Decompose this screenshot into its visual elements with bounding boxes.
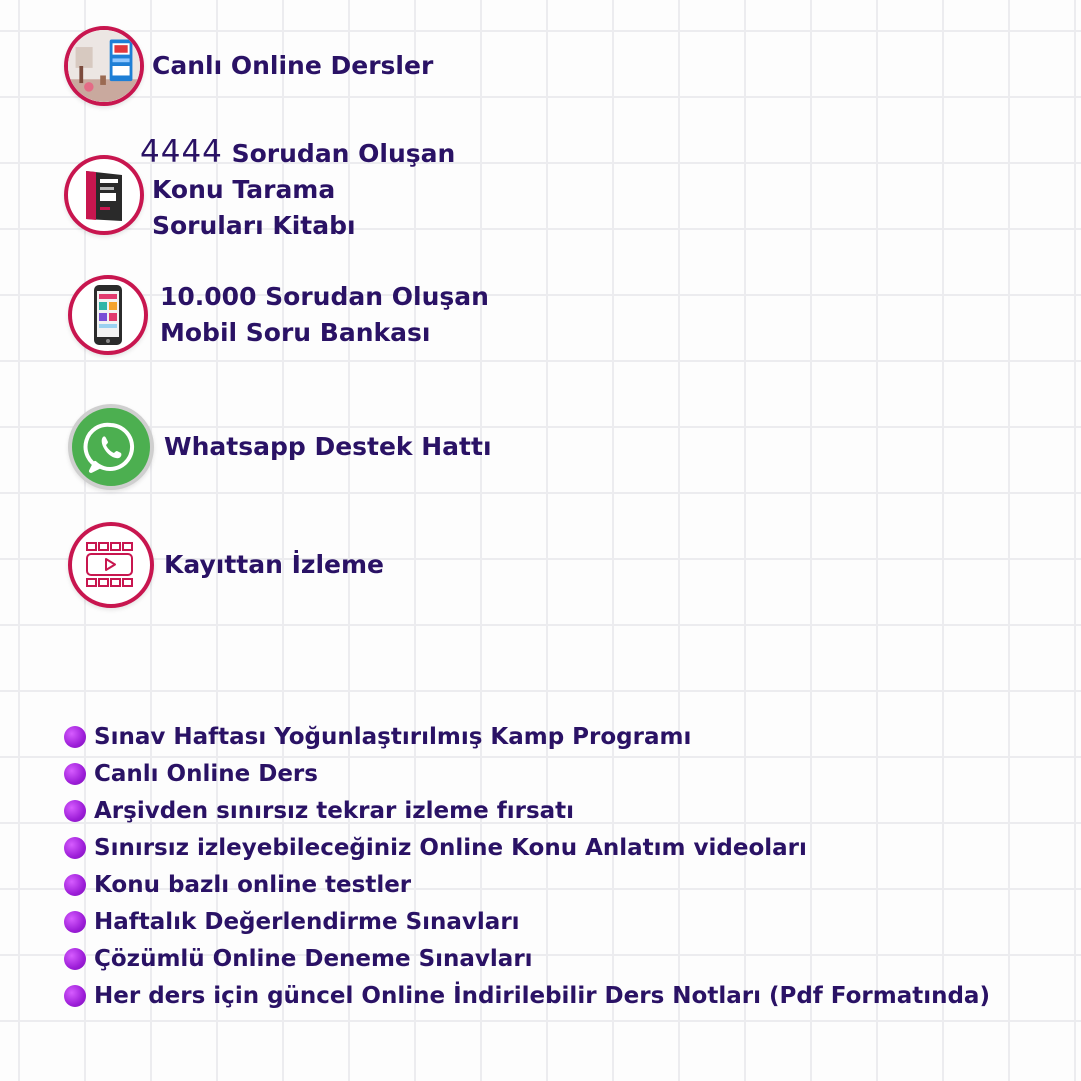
bullet-dot-icon <box>64 985 86 1007</box>
book-line1: Sorudan Oluşan <box>222 139 456 168</box>
mobile-bank-line2: Mobil Soru Bankası <box>160 318 431 347</box>
feature-mobile-bank <box>68 275 489 355</box>
feature-question-book <box>64 134 455 244</box>
list-item: Çözümlü Online Deneme Sınavları <box>64 940 990 977</box>
feature-live-lessons <box>64 26 433 106</box>
bullet-list <box>64 718 990 1014</box>
whatsapp-label: Whatsapp Destek Hattı <box>164 432 492 461</box>
phone-app-icon <box>68 275 148 355</box>
live-lessons-label: Canlı Online Dersler <box>152 51 434 80</box>
recording-label: Kayıttan İzleme <box>164 550 384 579</box>
list-item: Konu bazlı online testler <box>64 866 990 903</box>
book-line2: Konu Tarama <box>152 175 336 204</box>
bullet-dot-icon <box>64 874 86 896</box>
bullet-dot-icon <box>64 911 86 933</box>
feature-recording <box>68 522 384 608</box>
list-item: Arşivden sınırsız tekrar izleme fırsatı <box>64 792 990 829</box>
live-lesson-photo-icon <box>64 26 144 106</box>
bullet-dot-icon <box>64 948 86 970</box>
list-item: Canlı Online Ders <box>64 755 990 792</box>
list-item: Haftalık Değerlendirme Sınavları <box>64 903 990 940</box>
video-film-icon <box>68 522 154 608</box>
book-question-count: 4444 <box>140 134 223 170</box>
list-item: Sınırsız izleyebileceğiniz Online Konu Anlatım videoları <box>64 829 990 866</box>
mobile-bank-line1: 10.000 Sorudan Oluşan <box>160 282 489 311</box>
feature-whatsapp <box>68 404 492 490</box>
whatsapp-icon <box>68 404 154 490</box>
book-cover-icon <box>64 155 144 235</box>
list-item: Her ders için güncel Online İndirilebilir Ders Notları (Pdf Formatında) <box>64 977 990 1014</box>
bullet-dot-icon <box>64 800 86 822</box>
list-item: Sınav Haftası Yoğunlaştırılmış Kamp Programı <box>64 718 990 755</box>
bullet-dot-icon <box>64 726 86 748</box>
bullet-dot-icon <box>64 837 86 859</box>
book-line3: Soruları Kitabı <box>152 211 356 240</box>
bullet-dot-icon <box>64 763 86 785</box>
